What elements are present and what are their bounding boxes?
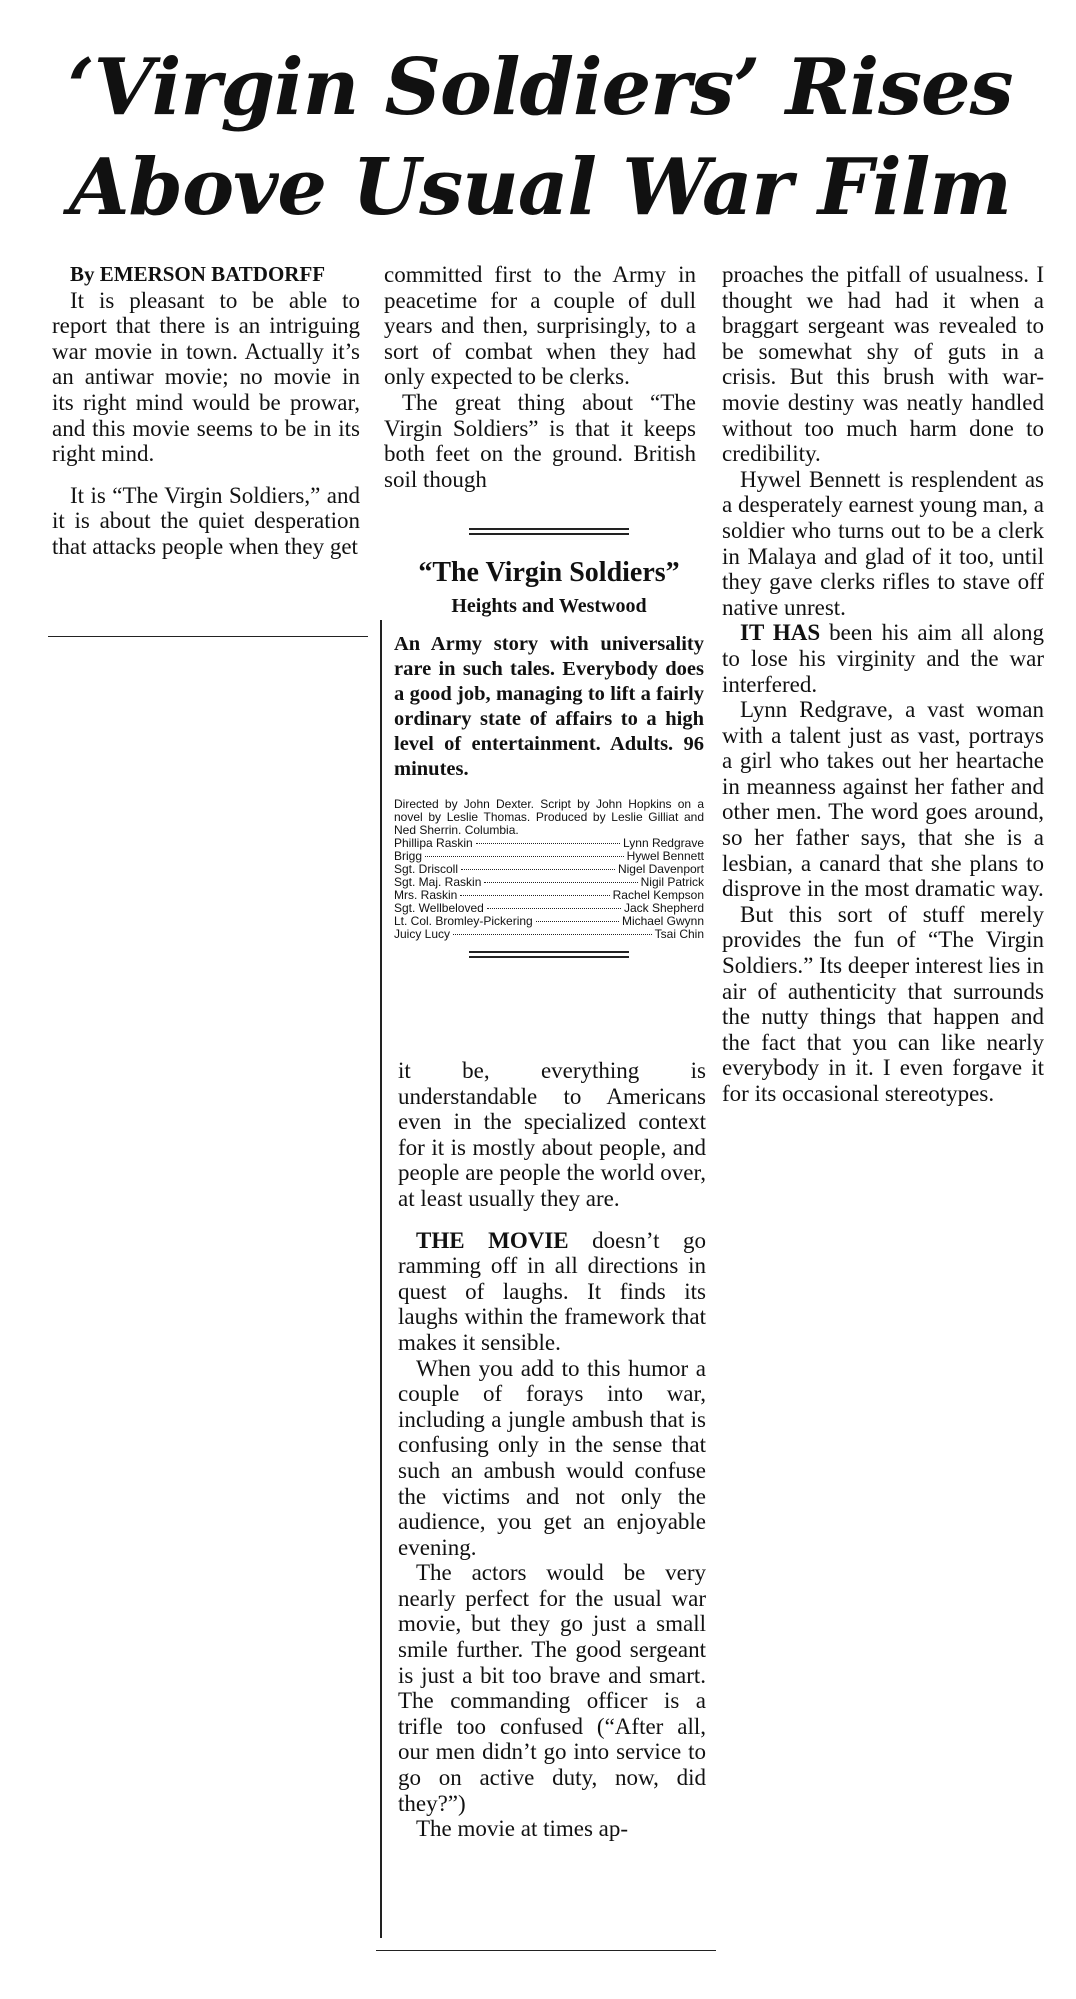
lead-in: THE MOVIE bbox=[416, 1227, 569, 1253]
cast-role: Sgt. Driscoll bbox=[394, 862, 459, 876]
column-3 bbox=[722, 262, 1044, 1107]
paragraph: The movie at times ap- bbox=[416, 1816, 629, 1842]
lead-in: IT HAS bbox=[740, 620, 821, 646]
paragraph: The actors would be very nearly perfect for the usual war movie, but they go just a small smile further. The good sergeant is just a bit too brave and smart. The commanding officer is a trifle too confused (“After all, our men didn’t go into service to go on active duty, now, did they?”) bbox=[398, 1560, 706, 1816]
paragraph: When you add to this humor a couple of forays into war, including a jungle ambush that is confusing only in the sense that such an ambush would confuse the victims and not only the audience, you get an enjoyable evening. bbox=[398, 1355, 706, 1560]
film-title: “The Virgin Soldiers” bbox=[418, 557, 680, 588]
cast-role: Lt. Col. Bromley-Pickering bbox=[394, 914, 533, 928]
cast-role: Sgt. Maj. Raskin bbox=[394, 875, 482, 889]
double-rule bbox=[469, 528, 629, 535]
paragraph: It is pleasant to be able to report that there is an intriguing war movie in town. Actually it’s an antiwar movie; no movie in its right mind would be prowar, and this movie seems to be in its right mind. bbox=[52, 287, 360, 467]
paragraph-text: been his aim all along to lose his virginity and the war interfered. bbox=[722, 620, 1044, 697]
headline: ‘Virgin Soldiers’ Rises Above Usual War Film bbox=[67, 42, 1013, 233]
cast-actor: Hywel Bennett bbox=[626, 849, 704, 863]
theaters: Heights and Westwood bbox=[451, 595, 647, 617]
paragraph-text: doesn’t go ramming off in all directions in quest of laughs. It finds its laughs within the framework that makes it sensible. bbox=[398, 1227, 707, 1355]
column-divider bbox=[380, 620, 382, 1938]
cast-role: Mrs. Raskin bbox=[394, 888, 458, 902]
cast-item bbox=[394, 928, 704, 941]
paragraph: proaches the pitfall of usualness. I thought we had had it when a braggart sergeant was revealed to be somewhat shy of guts in a crisis. But this brush with war-movie destiny was neatly handled without too much harm done to credibility. bbox=[722, 262, 1044, 467]
paragraph: Lynn Redgrave, a vast woman with a talent just as vast, portrays a girl who takes out her heartache in meanness against her father and other men. The word goes around, so her father says, that she is a lesbian, a canard that she plans to disprove in the most dramatic way. bbox=[722, 697, 1044, 902]
paragraph: Hywel Bennett is resplendent as a desperately earnest young man, a soldier who turns out to be a clerk in Malaya and glad of it too, until they gave clerks rifles to stave off native unrest. bbox=[722, 466, 1044, 620]
column-end-rule bbox=[48, 636, 368, 637]
review-box bbox=[394, 528, 704, 958]
paragraph: The great thing about “The Virgin Soldiers” is that it keeps both feet on the ground. British soil though bbox=[384, 389, 696, 492]
cast-list bbox=[394, 837, 704, 941]
paragraph: committed first to the Army in peacetime for a couple of dull years and then, surprisingly, to a sort of combat when they had only expected to be clerks. bbox=[384, 262, 696, 390]
paragraph: It is “The Virgin Soldiers,” and it is about the quiet desperation that attacks people when they get bbox=[52, 482, 360, 559]
cast-role: Phillipa Raskin bbox=[394, 836, 473, 850]
paragraph bbox=[722, 620, 1044, 697]
column-end-rule bbox=[376, 1950, 716, 1951]
cast-actor: Tsai Chin bbox=[654, 927, 704, 941]
paragraph: But this sort of stuff merely provides the fun of “The Virgin Soldiers.” Its deeper interest lies in air of authenticity that surrounds the nutty things that happen and the fact that you can like nearly everybody in it. I even forgave it for its occasional stereotypes. bbox=[722, 901, 1044, 1106]
cast-actor: Jack Shepherd bbox=[623, 901, 704, 915]
column-2-bottom bbox=[398, 1058, 706, 1842]
paragraph: it be, everything is understandable to Americans even in the specialized context for it is mostly about people, and people are people the world over, at least usually they are. bbox=[398, 1058, 706, 1211]
cast-role: Juicy Lucy bbox=[394, 927, 451, 941]
cast-actor: Nigel Davenport bbox=[617, 862, 704, 876]
byline: By EMERSON BATDORFF bbox=[70, 262, 326, 286]
capsule-review: An Army story with universality rare in such tales. Everybody does a good job, managing to lift a fairly ordinary state of affairs to a high level of entertainment. Adults. 96 minutes. bbox=[394, 633, 704, 780]
credits: Directed by John Dexter. Script by John Hopkins on a novel by Leslie Thomas. Produced by Leslie Gilliat and Ned Sherrin. Columbia. bbox=[394, 797, 704, 837]
cast-role: Brigg bbox=[394, 849, 423, 863]
cast-actor: Rachel Kempson bbox=[612, 888, 704, 902]
cast-actor: Michael Gwynn bbox=[621, 914, 704, 928]
column-2-top bbox=[384, 262, 696, 492]
column-1 bbox=[52, 262, 360, 560]
double-rule bbox=[469, 951, 629, 958]
cast-actor: Nigil Patrick bbox=[640, 875, 704, 889]
cast-actor: Lynn Redgrave bbox=[623, 836, 704, 850]
paragraph bbox=[398, 1228, 706, 1356]
cast-role: Sgt. Wellbeloved bbox=[394, 901, 484, 915]
